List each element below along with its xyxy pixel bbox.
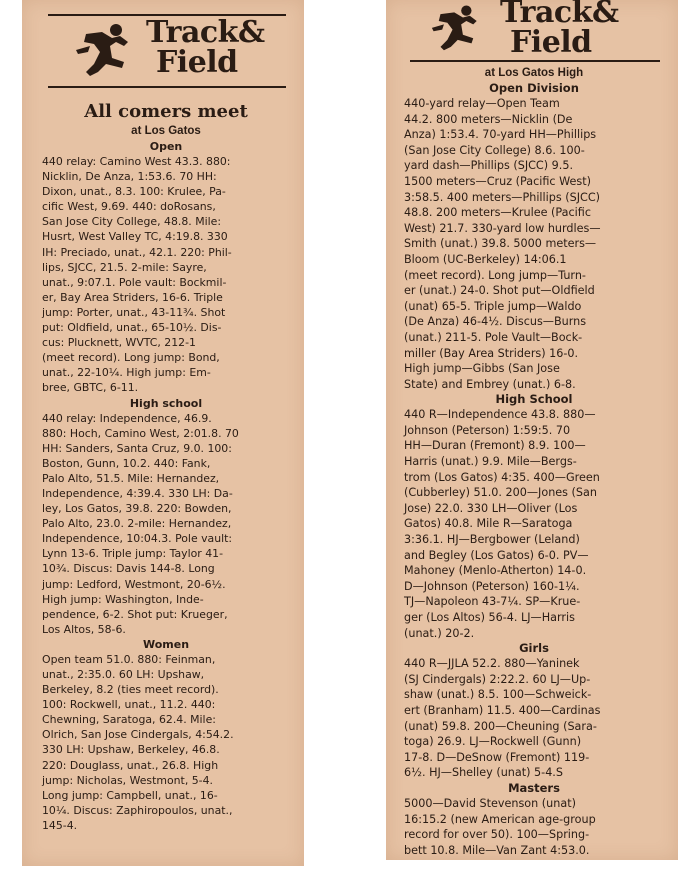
logo-word-2: Field xyxy=(156,45,238,80)
section-heading-high-school: High school xyxy=(129,396,203,410)
section-text-girls: 440 R—JJLA 52.2. 880—Yaninek (SJ Cindergals) 2:22.2. 60 LJ—Up- shaw (unat.) 8.5. 100—Schweick- ert (Branham) 11.5. 400—Cardinas (unat) 59.8. 200—Cheuning (Sara- toga) 26.9. LJ—Rockwell (Gunn) 17-8. D—DeSnow (Fremont) 119- 6½. HJ—Shelley (unat) 5-4.S xyxy=(404,657,601,780)
meet-title: All comers meet xyxy=(84,101,248,122)
section-heading-girls: Girls xyxy=(519,641,549,656)
section-text-open-division: 440-yard relay—Open Team 44.2. 800 meters—Nicklin (De Anza) 1:53.4. 70-yard HH—Phillips (San Jose City College) 8.6. 100- yard dash—Phillips (SJCC) 9.5. 1500 meters—Cruz (Pacific West) 3:58.5. 400 meters—Phillips (SJCC) 48.8. 200 meters—Krulee (Pacific West) 21.7. 330-yard low hurdles— Smith (unat.) 39.8. 5000 meters— Bloom (UC-Berkeley) 14:06.1 (meet record). Long jump—Turn- er (unat.) 24-0. Shot put—Oldfield (unat) 65-5. Triple jump—Waldo (De Anza) 46-4½. Discus—Burns (unat.) 211-5. Pole Vault—Bock- miller (Bay Area Striders) 16-0. High jump—Gibbs (San Jose State) and Embrey (unat.) 6-8. xyxy=(404,97,601,391)
meet-location: at Los Gatos High xyxy=(484,67,584,79)
right-clipping xyxy=(386,0,678,860)
logo-title xyxy=(146,15,265,80)
left-header xyxy=(42,0,290,92)
left-clipping xyxy=(22,0,304,866)
logo-title xyxy=(500,0,619,58)
section-heading-masters: Masters xyxy=(508,780,560,795)
right-header xyxy=(404,0,664,66)
section-text-masters: 5000—David Stevenson (unat) 16:15.2 (new American age-group record for over 50). 100—Spring- bett 10.8. Mile—Van Zant 4:53.0. xyxy=(404,796,596,857)
header-rule-bottom xyxy=(410,60,660,62)
meet-location: at Los Gatos xyxy=(131,125,201,137)
logo-word-1: Track& xyxy=(146,15,265,50)
runner-logo-icon xyxy=(428,2,484,52)
section-text-high-school: 440 R—Independence 43.8. 880— Johnson (Peterson) 1:59:5. 70 HH—Duran (Fremont) 8.9. 100— Harris (unat.) 9.9. Mile—Bergs- trom (Los Gatos) 4:35. 400—Green (Cubberley) 51.0. 200—Jones (San Jose) 22.0. 330 LH—Oliver (Los Gatos) 40.8. Mile R—Saratoga 3:36.1. HJ—Bergbower (Leland) and Begley (Los Gatos) 6-0. PV— Mahoney (Menlo-Atherton) 14-0. D—Johnson (Peterson) 160-1¼. TJ—Napoleon 43-7¼. SP—Krue- ger (Los Altos) 56-4. LJ—Harris (unat.) 20-2. xyxy=(404,408,600,640)
section-text-high-school: 440 relay: Independence, 46.9. 880: Hoch, Camino West, 2:01.8. 70 HH: Sanders, Santa Cruz, 9.0. 100: Boston, Gunn, 10.2. 440: Fank, Palo Alto, 51.5. Mile: Hernandez, Independence, 4:39.4. 330 LH: Da- ley, Los Gatos, 39.8. 220: Bowden, Palo Alto, 23.0. 2-mile: Hernandez, Independence, 10:04.3. Pole vault: Lynn 13-6. Triple jump: Taylor 41- 10¾. Discus: Davis 144-8. Long jump: Ledford, Westmont, 20-6½. High jump: Washington, Inde- pendence, 6-2. Shot put: Krueger, Los Altos, 58-6. xyxy=(42,411,239,636)
logo-word-2: Field xyxy=(510,25,592,60)
logo-word-1: Track& xyxy=(500,0,619,30)
section-text-women: Open team 51.0. 880: Feinman, unat., 2:35.0. 60 LH: Upshaw, Berkeley, 8.2 (ties meet record). 100: Rockwell, unat., 11.2. 440: Chewning, Saratoga, 62.4. Mile: Olrich, San Jose Cindergals, 4:54.2. 330 LH: Upshaw, Berkeley, 46.8. 220: Douglass, unat., 26.8. High jump: Nicholas, Westmont, 5-4. Long jump: Campbell, unat., 16- 10¼. Discus: Zaphiropoulos, unat., 145-4. xyxy=(42,652,234,832)
section-text-open: 440 relay: Camino West 43.3. 880: Nicklin, De Anza, 1:53.6. 70 HH: Dixon, unat., 8.3. 100: Krulee, Pa- cific West, 9.69. 440: doRosans, San Jose City College, 48.8. Mile: Husrt, West Valley TC, 4:19.8. 330 IH: Preciado, unat., 42.1. 220: Phil- lips, SJCC, 21.5. 2-mile: Sayre, unat., 9:07.1. Pole vault: Bockmil- er, Bay Area Striders, 16-6. Triple jump: Porter, unat., 43-11¾. Shot put: Oldfield, unat., 65-10½. Dis- cus: Plucknett, WVTC, 212-1 (meet record). Long jump: Bond, unat., 22-10¼. High jump: Em- bree, GBTC, 6-11. xyxy=(42,155,232,395)
section-heading-open-division: Open Division xyxy=(489,81,579,95)
header-rule-bottom xyxy=(48,86,286,88)
section-heading-women: Women xyxy=(142,637,190,651)
runner-logo-icon xyxy=(72,20,136,78)
section-heading-open: Open xyxy=(149,140,183,153)
section-heading-high-school: High School xyxy=(495,392,573,407)
